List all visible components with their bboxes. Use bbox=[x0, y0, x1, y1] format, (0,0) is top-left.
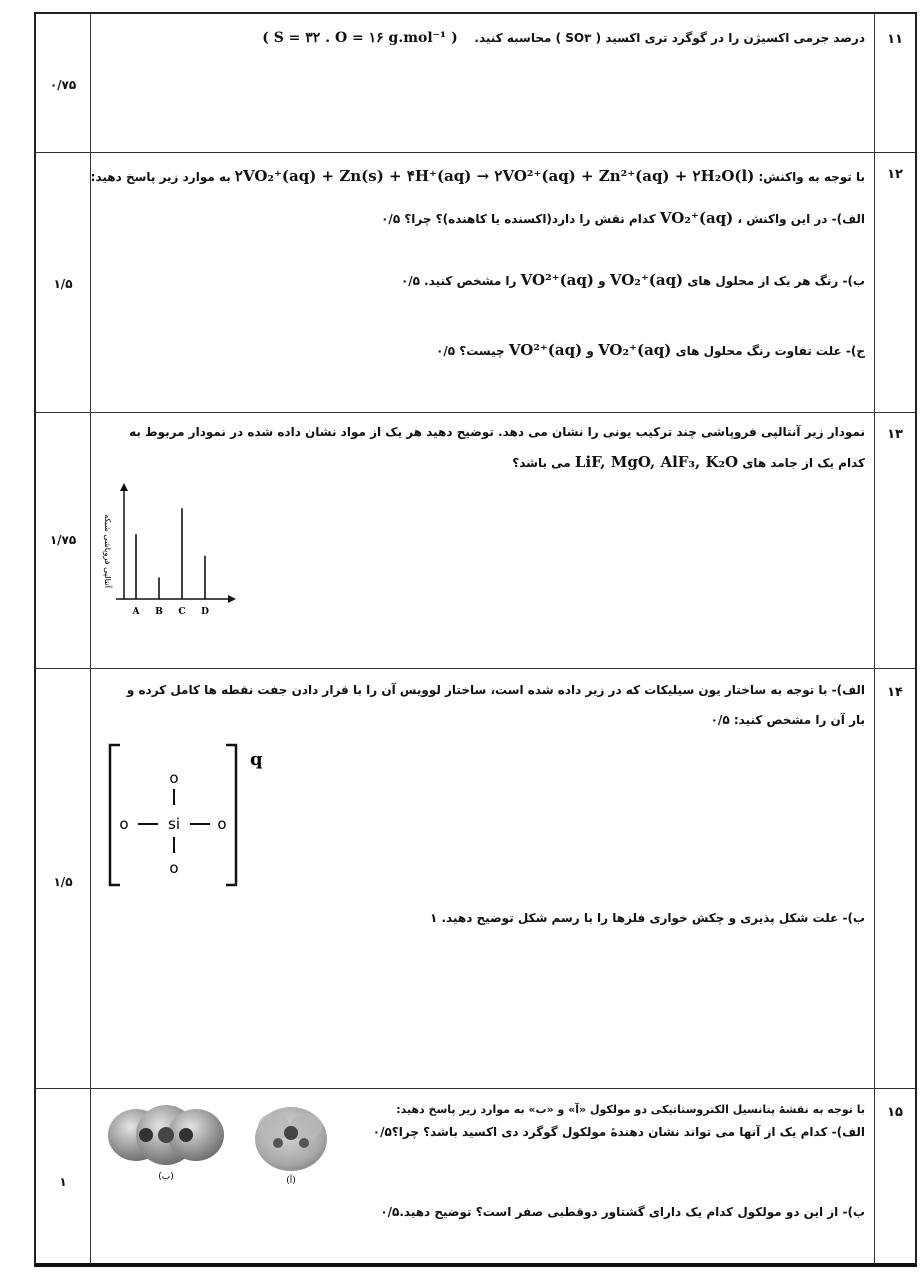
question-row-15 bbox=[36, 1089, 915, 1265]
x-tick-labels bbox=[132, 607, 210, 617]
part-b: ب)- از این دو مولکول کدام یک دارای گشتاور دوقطبی صفر است؟ توضیح دهید.۰/۵ bbox=[380, 1205, 865, 1219]
question-row-13 bbox=[36, 413, 915, 669]
question-row-12 bbox=[36, 153, 915, 413]
part-b-pre: ب)- رنگ هر یک از محلول های bbox=[687, 274, 865, 288]
silicate-ion-structure bbox=[102, 741, 282, 891]
part-c-pre: ج)- علت تفاوت رنگ محلول های bbox=[675, 344, 865, 358]
question-number: ۱۵ bbox=[887, 1105, 903, 1120]
part-a-pre: الف)- در این واکنش ، bbox=[737, 212, 865, 226]
molecule-b-map bbox=[108, 1105, 224, 1182]
question-number: ۱۱ bbox=[887, 32, 903, 47]
part-b bbox=[401, 271, 865, 289]
question-intro: با توجه به نقشۀ پتانسیل الکتروستاتیکی دو مولکول «آ» و «ب» به موارد زیر پاسخ دهید: bbox=[396, 1103, 865, 1116]
molecule-a-map bbox=[255, 1107, 327, 1186]
oxygen-top: o bbox=[169, 769, 179, 787]
silicon-atom: si bbox=[168, 815, 180, 833]
compound-list: LiF, MgO, AlF₃, K₂O bbox=[574, 453, 739, 471]
givens: ( S = ۳۲ . O = ۱۶ g.mol⁻¹ ) bbox=[262, 30, 458, 46]
question-score: ۱/۷۵ bbox=[49, 533, 77, 547]
part-c-mid: و bbox=[586, 344, 594, 358]
prompt-before: با توجه به واکنش: bbox=[758, 170, 865, 184]
question-number: ۱۴ bbox=[887, 685, 903, 700]
question-line-1: الف)- با توجه به ساختار یون سیلیکات که در زیر داده شده است، ساختار لوویس آن را با قرار دادن جفت نقطه ها کامل کرده و bbox=[126, 683, 865, 697]
question-line-2: بار آن را مشخص کنید: ۰/۵ bbox=[710, 713, 865, 727]
score-column-divider bbox=[90, 14, 91, 1263]
question-line-2 bbox=[512, 453, 865, 471]
part-b: ب)- علت شکل پذیری و چکش خواری فلزها را با رسم شکل توضیح دهید. ۱ bbox=[429, 911, 865, 925]
x-tick-label-D: D bbox=[201, 607, 209, 617]
question-row-11 bbox=[36, 14, 915, 153]
bars bbox=[136, 508, 205, 599]
question-score: ۱ bbox=[59, 1175, 67, 1189]
oxygen-left: o bbox=[119, 815, 129, 833]
species-vo-2plus: VO²⁺(aq) bbox=[508, 341, 583, 359]
prompt-after: به موارد زیر پاسخ دهید: bbox=[90, 170, 231, 184]
esp-maps bbox=[106, 1097, 346, 1187]
part-a bbox=[381, 209, 865, 227]
part-c bbox=[436, 341, 865, 359]
oxygen-bottom: o bbox=[169, 859, 179, 877]
x-tick-label-C: C bbox=[178, 607, 186, 617]
question-score: ۱/۵ bbox=[53, 277, 73, 291]
question-line-1: نمودار زیر آنتالپی فروپاشی چند ترکیب یونی را نشان می دهد. توضیح دهید هر یک از مواد نشان داده شده در نمودار مربوط به bbox=[129, 425, 865, 439]
reaction-equation: ۲VO₂⁺(aq) + Zn(s) + ۴H⁺(aq) → ۲VO²⁺(aq) + Zn²⁺(aq) + ۲H₂O(l) bbox=[234, 167, 755, 185]
question-number: ۱۲ bbox=[887, 167, 903, 182]
question-score: ۱/۵ bbox=[53, 875, 73, 889]
lattice-enthalpy-chart bbox=[96, 481, 246, 621]
label-molecule-a: (آ) bbox=[286, 1176, 296, 1186]
question-row-14 bbox=[36, 669, 915, 1089]
part-a-post: کدام نقش را دارد(اکسنده یا کاهنده)؟ چرا؟ ۰/۵ bbox=[381, 212, 656, 226]
chart-ylabel: آنتالپی فروپاشی شبکه bbox=[103, 514, 112, 588]
ion-charge: q bbox=[250, 749, 263, 770]
label-molecule-b: (ب) bbox=[158, 1172, 174, 1182]
question-prompt bbox=[262, 30, 865, 46]
right-bracket bbox=[226, 745, 236, 885]
question-score: ۰/۷۵ bbox=[49, 78, 77, 92]
species-vo-2plus: VO²⁺(aq) bbox=[520, 271, 594, 289]
part-b-mid: و bbox=[598, 274, 606, 288]
part-b-post: را مشخص کنید. ۰/۵ bbox=[400, 274, 517, 288]
reaction-line bbox=[91, 167, 865, 185]
part-a: الف)- کدام یک از آنها می تواند نشان دهندۀ مولکول گوگرد دی اکسید باشد؟ چرا؟۰/۵ bbox=[372, 1125, 865, 1139]
x-axis-arrow bbox=[228, 595, 236, 603]
species-vo2-plus: VO₂⁺(aq) bbox=[609, 271, 684, 289]
exam-sheet bbox=[34, 12, 917, 1267]
line2-post: می باشد؟ bbox=[512, 456, 571, 470]
x-tick-label-B: B bbox=[155, 607, 163, 617]
species-vo2-plus: VO₂⁺(aq) bbox=[598, 341, 672, 359]
line2-pre: کدام یک از جامد های bbox=[742, 456, 865, 470]
y-axis-arrow bbox=[120, 483, 128, 491]
prompt-text: درصد جرمی اکسیژن را در گوگرد تری اکسید ( SO۳ ) محاسبه کنید. bbox=[474, 31, 865, 45]
oxygen-right: o bbox=[217, 815, 227, 833]
species-vo2-plus: VO₂⁺(aq) bbox=[659, 209, 734, 227]
number-column-divider bbox=[874, 14, 875, 1263]
question-number: ۱۳ bbox=[887, 427, 903, 442]
x-tick-label-A: A bbox=[132, 607, 140, 617]
part-c-post: چیست؟ ۰/۵ bbox=[436, 344, 505, 358]
